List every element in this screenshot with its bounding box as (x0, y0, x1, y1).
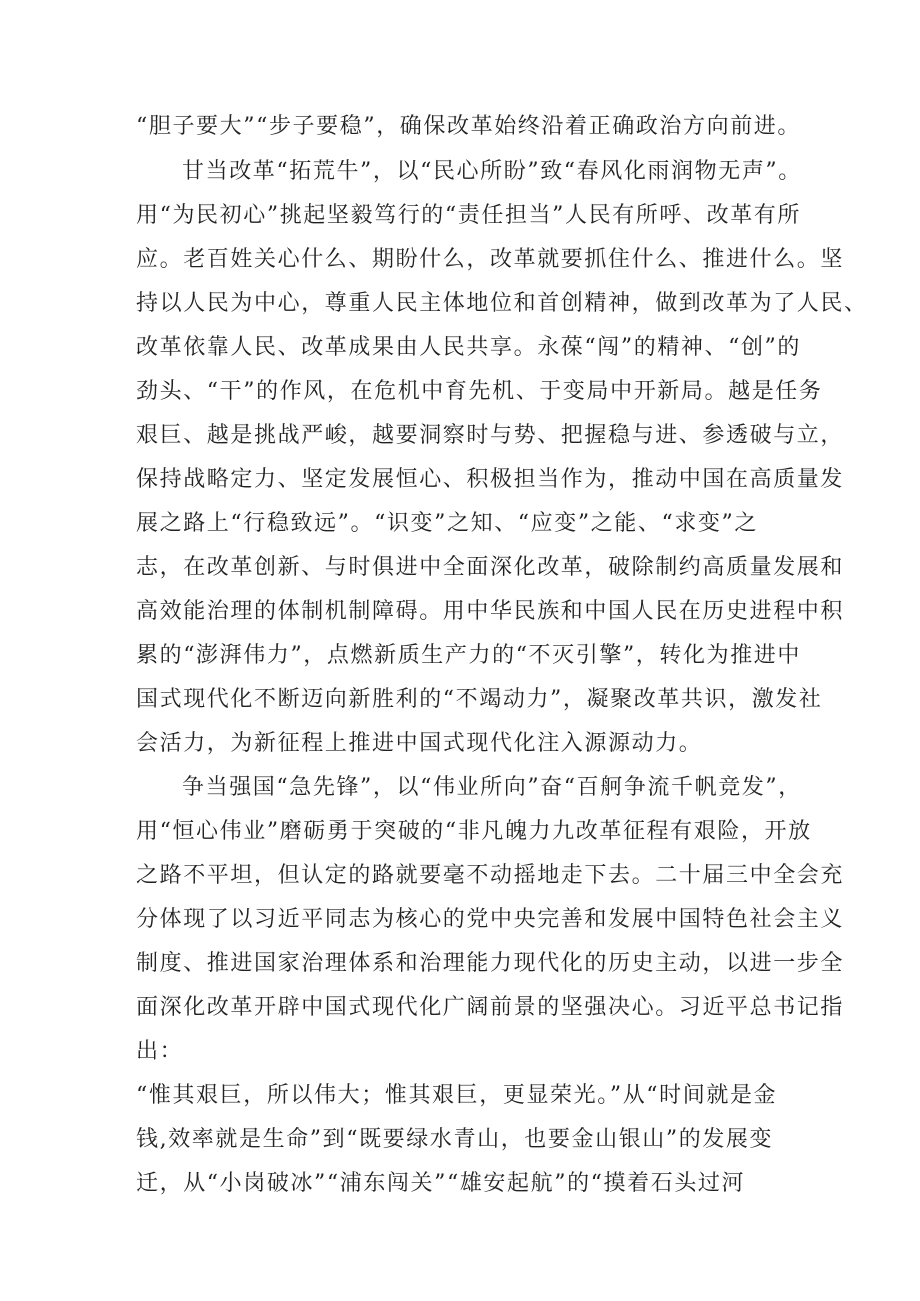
text-line-4: 应。老百姓关心什么、期盼什么，改革就要抓住什么、推进什么。坚 (136, 247, 845, 272)
text-line-15: 会活力，为新征程上推进中国式现代化注入源源动力。 (136, 731, 703, 756)
text-line-17: 用“恒心伟业”磨砺勇于突破的“非凡魄力九改革征程有艰险，开放 (136, 819, 812, 844)
text-line-24: 钱,效率就是生命”到“既要绿水青山，也要金山银山”的发展变 (136, 1127, 774, 1152)
text-line-10: 展之路上“行稳致远”。“识变”之知、“应变”之能、“求变”之 (136, 511, 758, 536)
text-line-20: 制度、推进国家治理体系和治理能力现代化的历史主动，以进一步全 (136, 951, 845, 976)
text-line-5: 持以人民为中心，尊重人民主体地位和首创精神，做到改革为了人民、 (136, 291, 868, 316)
text-line-14: 国式现代化不断迈向新胜利的“不竭动力”，凝聚改革共识，激发社 (136, 687, 823, 712)
text-line-19: 分体现了以习近平同志为核心的党中央完善和发展中国特色社会主义 (136, 907, 845, 932)
text-line-21: 面深化改革开辟中国式现代化广阔前景的坚强决心。习近平总书记指 (136, 995, 845, 1020)
text-line-9: 保持战略定力、坚定发展恒心、积极担当作为，推动中国在高质量发 (136, 467, 845, 492)
paragraph-3-line-1: 争当强国“急先锋”，以“伟业所向”奋“百舸争流千帆竞发”， (182, 775, 802, 800)
paragraph-2-line-1: 甘当改革“拓荒牛”，以“民心所盼”致“春风化雨润物无声”。 (182, 159, 802, 184)
text-line-7: 劲头、“干”的作风，在危机中育先机、于变局中开新局。越是任务 (136, 379, 823, 404)
text-line-18: 之路不平坦，但认定的路就要毫不动摇地走下去。二十届三中全会充 (136, 863, 845, 888)
text-line-11: 志，在改革创新、与时俱进中全面深化改革，破除制约高质量发展和 (136, 555, 845, 580)
text-line-8: 艰巨、越是挑战严峻，越要洞察时与势、把握稳与进、参透破与立， (136, 423, 845, 448)
text-line-6: 改革依靠人民、改革成果由人民共享。永葆“闯”的精神、“创”的 (136, 335, 801, 360)
text-line-12: 高效能治理的体制机制障碍。用中华民族和中国人民在历史进程中积 (136, 599, 845, 624)
text-line-1: “胆子要大”“步子要稳”，确保改革始终沿着正确政治方向前进。 (136, 114, 801, 139)
text-line-23: “惟其艰巨，所以伟大；惟其艰巨，更显荣光。”从“时间就是金 (136, 1083, 778, 1108)
text-line-13: 累的“澎湃伟力”，点燃新质生产力的“不灭引擎”，转化为推进中 (136, 643, 801, 668)
text-line-22: 出： (136, 1039, 184, 1064)
text-line-25: 迁，从“小岗破冰”“浦东闯关”“雄安起航”的“摸着石头过河 (136, 1171, 746, 1196)
text-line-3: 用“为民初心”挑起坚毅笃行的“责任担当”人民有所呼、改革有所 (136, 203, 801, 228)
